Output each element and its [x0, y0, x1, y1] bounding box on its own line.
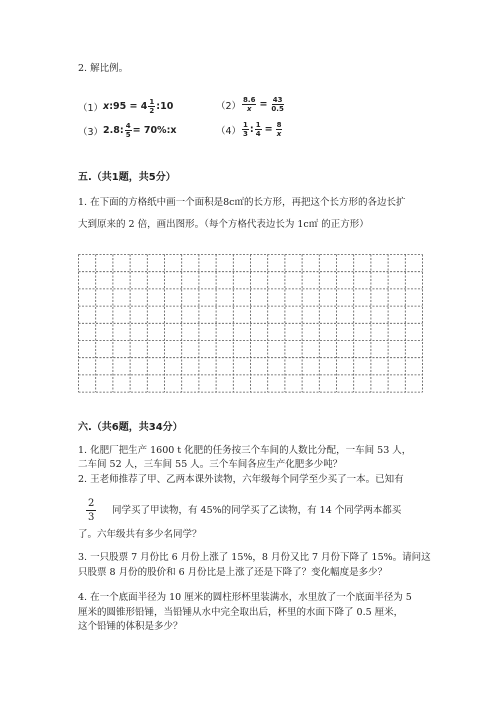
section-6-heading: 六.（共6题，共34分）	[78, 422, 183, 433]
equation-part: :95 = 4	[109, 101, 148, 112]
equation-label: （1）	[78, 102, 104, 114]
section-6-q2-line1: 2. 王老师推荐了甲、乙两本课外读物，六年级每个同学至少买了一本。已知有	[78, 474, 404, 485]
section-6-q1-line2: 二车间 52 人，三车间 55 人。三个车间各应生产化肥多少吨？	[78, 459, 343, 470]
equation-label: （3）	[78, 126, 104, 138]
equation-4	[216, 121, 283, 138]
section-2-title: 2. 解比例。	[78, 63, 129, 74]
equation-part: :10	[156, 101, 174, 112]
section-5-q1-line2: 大到原来的 2 倍，画出图形。（每个方格代表边长为 1c㎡ 的正方形）	[78, 219, 369, 230]
section-6-q2-line2: 同学买了甲读物，有 45%的同学买了乙读物，有 14 个同学两本都买	[112, 505, 402, 516]
fraction: $\frac{1}{2}$	[149, 98, 155, 115]
section-6-q4-line1: 4. 在一个底面半径为 10 厘米的圆柱形杯里装满水，水里放了一个底面半径为 5	[78, 592, 412, 603]
equation-part: = 70%:x	[132, 125, 177, 136]
equation-part: :	[249, 124, 254, 135]
section-6-q2-line3: 了。六年级共有多少名同学？	[78, 529, 202, 540]
equation-1	[78, 98, 173, 115]
section-6-q1-line1: 1. 化肥厂把生产 1600 t 化肥的任务按三个车间的人数比分配，一车间 53 人，	[78, 445, 412, 456]
section-6-q3-line1: 3. 一只股票 7 月份比 6 月份上涨了 15%，8 月份又比 7 月份下降了 15%。请问这	[78, 552, 431, 563]
square-grid-paper[interactable]	[78, 254, 423, 396]
fraction: $\frac{4}{5}$	[125, 122, 131, 139]
fraction: $\frac{1}{4}$	[255, 121, 261, 138]
section-6-q3-line2: 只股票 8 月份的股价和 6 月份比是上涨了还是下降了？变化幅度是多少？	[78, 567, 388, 578]
equation-part: =	[259, 99, 268, 110]
section-5-q1-line1: 1. 在下面的方格纸中画一个面积是8c㎡的长方形，再把这个长方形的各边长扩	[78, 197, 406, 208]
equation-part: 2.8:	[103, 125, 124, 136]
section-6-q4-line2: 厘米的圆锥形铅锤，当铅锤从水中完全取出后，杯里的水面下降了 0.5 厘米，	[78, 607, 404, 618]
equation-label: （4）	[216, 125, 242, 137]
equation-2	[216, 96, 286, 113]
section-6-q2-fraction: $\frac{2}{3}$	[88, 498, 95, 523]
fraction: $\frac{43}{0.5}$	[271, 96, 284, 113]
equation-var: x	[103, 101, 110, 112]
equation-part: =	[264, 124, 273, 135]
fraction: $\frac{8}{x}$	[276, 121, 282, 138]
fraction: $\frac{1}{3}$	[243, 121, 248, 138]
equation-3	[78, 122, 177, 139]
fraction: $\frac{8.6}{x}$	[243, 96, 256, 113]
section-6-q4-line3: 这个铅锤的体积是多少？	[78, 621, 183, 632]
equation-label: （2）	[216, 100, 242, 112]
section-5-heading: 五.（共1题，共5分）	[78, 172, 176, 183]
